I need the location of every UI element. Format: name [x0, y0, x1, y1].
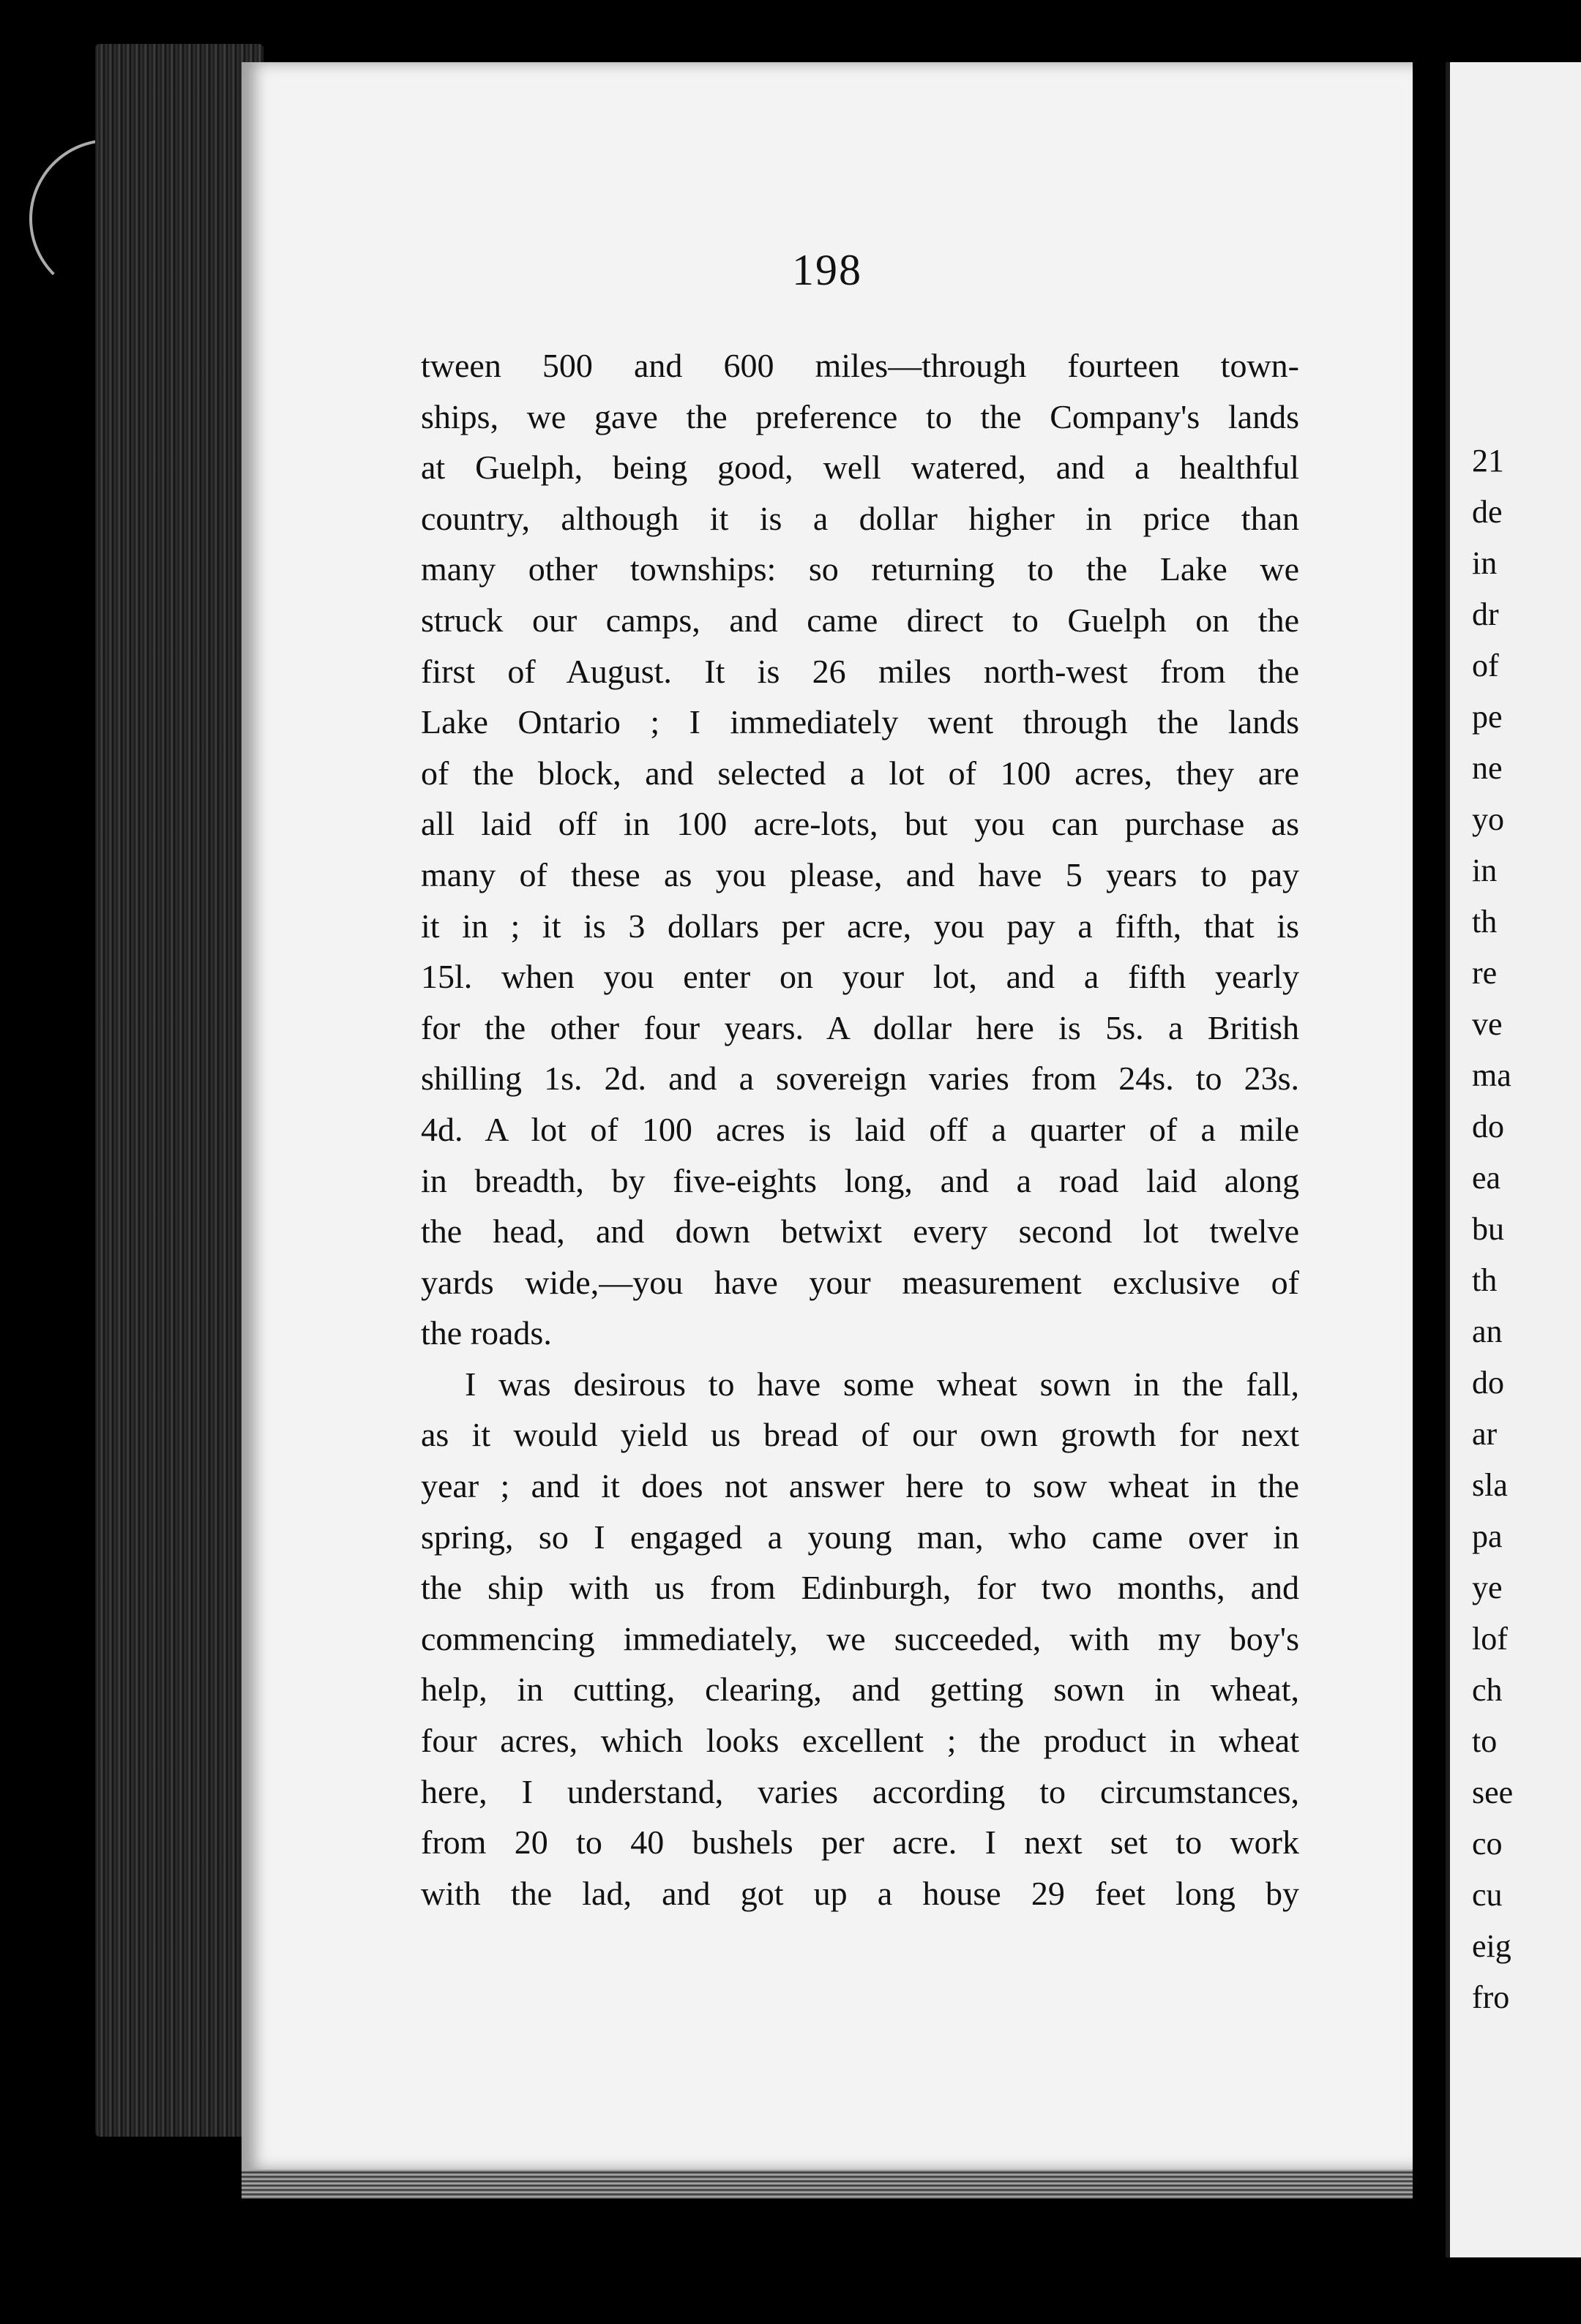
text-line: 15l. when you enter on your lot, and a fifth yearly	[421, 958, 1299, 996]
text-line: yards wide,—you have your measurement exclusive of	[421, 1263, 1299, 1301]
text-line: at Guelph, being good, well watered, and a healthful	[421, 449, 1299, 487]
text-line: the head, and down betwixt every second lot twelve	[421, 1212, 1299, 1251]
text-line: help, in cutting, clearing, and getting sown in wheat,	[421, 1671, 1299, 1709]
facing-line: de	[1472, 494, 1503, 530]
facing-line: th	[1472, 1262, 1498, 1298]
text-line: struck our camps, and came direct to Guelph on the	[421, 601, 1299, 639]
text-line: country, although it is a dollar higher in price than	[421, 499, 1299, 537]
facing-line: sla	[1472, 1467, 1508, 1503]
facing-line: th	[1472, 904, 1498, 940]
facing-line: fro	[1472, 1979, 1510, 2015]
text-line: tween 500 and 600 miles—through fourteen town-	[421, 347, 1299, 384]
text-line: Lake Ontario ; I immediately went through the lands	[421, 703, 1299, 741]
text-line: all laid off in 100 acre-lots, but you can purchase as	[421, 805, 1299, 843]
facing-line: pa	[1472, 1518, 1503, 1554]
facing-line: ye	[1472, 1570, 1503, 1605]
facing-line: see	[1472, 1774, 1514, 1810]
text-line: shilling 1s. 2d. and a sovereign varies from 24s. to 23s.	[421, 1060, 1299, 1098]
text-line: the ship with us from Edinburgh, for two months, and	[421, 1569, 1299, 1607]
text-line: year ; and it does not answer here to sow wheat in the	[421, 1467, 1299, 1505]
facing-line: ar	[1472, 1416, 1498, 1452]
facing-line: an	[1472, 1313, 1503, 1349]
text-line: it in ; it is 3 dollars per acre, you pay a fifth, that is	[421, 907, 1299, 945]
facing-line: lof	[1472, 1621, 1508, 1657]
facing-line: of	[1472, 648, 1499, 683]
facing-line: co	[1472, 1826, 1503, 1862]
page-body-text	[421, 340, 1548, 1919]
facing-line: yo	[1472, 801, 1504, 837]
facing-page	[1446, 62, 1581, 2257]
facing-line: ne	[1472, 750, 1503, 786]
text-line: of the block, and selected a lot of 100 acres, they are	[421, 754, 1299, 792]
text-line: many other townships: so returning to the Lake we	[421, 550, 1299, 588]
text-line: for the other four years. A dollar here is 5s. a British	[421, 1008, 1299, 1046]
page-number: 198	[792, 246, 862, 294]
page-bottom-edge	[242, 2170, 1413, 2199]
text-line: spring, so I engaged a young man, who came over in	[421, 1518, 1299, 1556]
text-line: first of August. It is 26 miles north-west from the	[421, 652, 1299, 690]
facing-line: in	[1472, 545, 1498, 581]
facing-line: ma	[1472, 1057, 1511, 1093]
facing-line: re	[1472, 955, 1498, 991]
facing-line: cu	[1472, 1877, 1503, 1913]
text-line: in breadth, by five-eights long, and a road laid along	[421, 1161, 1299, 1199]
text-line: the roads.	[421, 1314, 552, 1352]
facing-line: ea	[1472, 1160, 1501, 1196]
text-line: four acres, which looks excellent ; the product in wheat	[421, 1722, 1299, 1760]
text-line: I was desirous to have some wheat sown in the fall,	[465, 1365, 1299, 1403]
facing-line: pe	[1472, 699, 1503, 735]
facing-line: do	[1472, 1365, 1504, 1401]
facing-line: ch	[1472, 1672, 1503, 1708]
facing-line: in	[1472, 852, 1498, 888]
text-line: 4d. A lot of 100 acres is laid off a quarter of a mile	[421, 1110, 1299, 1148]
text-line: here, I understand, varies according to circumstances,	[421, 1772, 1299, 1810]
facing-line: do	[1472, 1109, 1504, 1144]
facing-line: to	[1472, 1723, 1498, 1759]
book-page-edges	[95, 44, 264, 2137]
facing-line: dr	[1472, 596, 1499, 632]
text-line: commencing immediately, we succeeded, with my boy's	[421, 1619, 1299, 1657]
text-line: from 20 to 40 bushels per acre. I next set to work	[421, 1823, 1299, 1862]
main-page	[242, 62, 1413, 2170]
facing-line: eig	[1472, 1928, 1511, 1964]
facing-line: bu	[1472, 1211, 1504, 1247]
text-line: as it would yield us bread of our own growth for next	[421, 1416, 1299, 1454]
facing-page-text	[1472, 435, 1513, 2023]
facing-line: 21	[1472, 443, 1504, 479]
facing-line: ve	[1472, 1006, 1503, 1042]
text-line: ships, we gave the preference to the Company's lands	[421, 397, 1299, 435]
text-line: many of these as you please, and have 5 years to pay	[421, 855, 1299, 893]
text-line: with the lad, and got up a house 29 feet long by	[421, 1874, 1299, 1912]
